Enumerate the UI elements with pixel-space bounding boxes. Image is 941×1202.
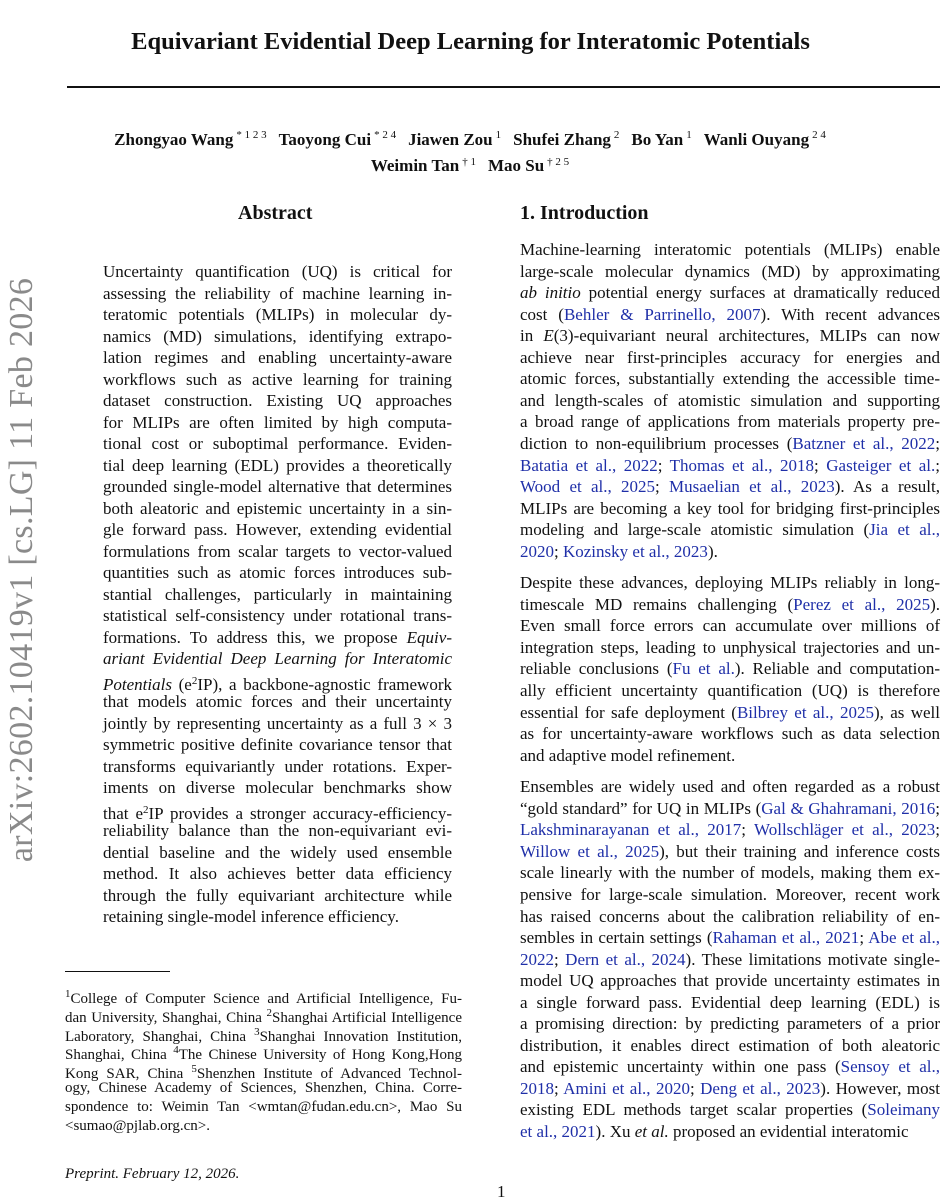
text-line (103, 347, 452, 369)
text-line (520, 927, 940, 949)
citation-link[interactable]: Behler & Parrinello, 2007 (563, 304, 761, 324)
text-span: The Chinese University of Hong Kong,Hong (178, 1047, 463, 1064)
text-span: ). (707, 541, 718, 561)
text-span: ), but their training and inference costs (659, 841, 940, 861)
text-span: existing EDL methods target scalar properties ( (520, 1100, 868, 1120)
text-span: 3 (254, 1025, 260, 1038)
text-line (103, 412, 452, 434)
text-span: IP provides a stronger accuracy-efficiency- (148, 803, 452, 823)
text-line (103, 390, 452, 412)
text-line (65, 1079, 462, 1098)
text-span: quantities such as atomic forces introduces sub- (103, 563, 452, 582)
text-span: ; (657, 455, 670, 475)
text-line (520, 325, 940, 347)
text-span: scale linearly with the number of models, making them ex- (520, 863, 940, 883)
text-span: assessing the reliability of machine learning in- (103, 283, 452, 303)
text-line (103, 519, 452, 541)
text-span: Equiv- (406, 627, 452, 647)
citation-link[interactable]: Gal & Ghahramani, 2016 (761, 798, 936, 818)
author-name: Jiawen Zou (408, 129, 493, 149)
text-span: ; (554, 1078, 564, 1098)
author-name: Mao Su (487, 156, 545, 176)
text-span: proposed an evidential interatomic (668, 1122, 909, 1141)
text-line (520, 261, 940, 283)
text-line (520, 519, 940, 541)
author-name: Bo Yan (631, 129, 684, 149)
text-span: modeling and large-scale atomistic simulation ( (520, 520, 870, 540)
text-span: in (520, 326, 544, 346)
text-span: dan University, Shanghai, China (65, 1009, 267, 1026)
text-line (103, 498, 452, 520)
citation-link[interactable]: Wollschläger et al., 2023 (754, 820, 936, 840)
text-line (520, 1035, 940, 1057)
author-name: Wanli Ouyang (703, 129, 810, 149)
text-span: timescale MD remains challenging ( (520, 594, 794, 614)
author (114, 130, 266, 149)
text-span: ; (935, 820, 940, 840)
citation-link[interactable]: Deng et al., 2023 (700, 1078, 821, 1098)
text-line (520, 841, 940, 863)
text-line (103, 691, 452, 713)
text-span: model UQ approaches that provide uncertainty estimates in (520, 971, 940, 991)
text-span: tional cost or suboptimal performance. Eviden- (103, 434, 452, 453)
text-span: MLIPs are becoming a key tool for bridging first-principles (520, 498, 940, 518)
text-span: a promising direction: by predicting parameters of a prior (520, 1014, 940, 1034)
text-span: retaining single-model inference efficiency. (103, 907, 399, 926)
text-span: ). As a result, (834, 477, 940, 497)
text-line (520, 776, 940, 798)
citation-link[interactable]: Fu et al. (672, 659, 735, 679)
text-span: a single forward pass. Evidential deep learning (EDL) is (520, 992, 940, 1012)
text-span: grounded single-model alternative that determines (103, 477, 452, 496)
text-span: jointly by representing uncertainty as a full 3 × 3 (103, 713, 452, 733)
abstract-heading: Abstract (238, 202, 313, 224)
text-span: 2 (266, 1006, 273, 1019)
text-line (103, 842, 452, 864)
text-span: ; (689, 1078, 701, 1098)
citation-link[interactable]: Gasteiger et al. (826, 455, 936, 475)
text-span: IP), a backbone-agnostic framework (197, 674, 452, 694)
text-line (520, 1013, 940, 1035)
text-span: achieve near first-principles accuracy for energies and (520, 347, 940, 367)
text-span: transforms equivariantly under rotations. Exper- (103, 756, 452, 776)
citation-link[interactable]: Abe et al., (868, 928, 940, 948)
text-span: “gold standard” for UQ in MLIPs ( (520, 798, 762, 818)
text-line (103, 562, 452, 584)
author-list (60, 124, 880, 177)
text-span: and adaptive model refinement. (520, 745, 736, 765)
text-line (103, 261, 452, 283)
citation-link[interactable]: 2022 (520, 949, 554, 969)
text-line (65, 1041, 463, 1064)
title-rule (67, 86, 940, 88)
text-span: ; (554, 541, 563, 561)
text-line (520, 615, 940, 637)
text-span: ; (814, 455, 827, 475)
preprint-note: Preprint. February 12, 2026. (65, 1166, 240, 1182)
text-span: symmetric positive definite covariance tensor that (103, 735, 452, 754)
author-affiliation-marks: 2 (613, 129, 620, 141)
text-span: as for uncertainty-aware workflows such as data selection (520, 724, 940, 744)
text-line (520, 658, 940, 680)
text-line (520, 541, 940, 563)
citation-link[interactable]: Willow et al., 2025 (520, 841, 660, 861)
text-line (103, 863, 452, 885)
text-line (520, 884, 940, 906)
citation-link[interactable]: Batzner et al., 2022 (792, 433, 936, 453)
text-line (103, 326, 452, 348)
text-span: diction to non-equilibrium processes ( (520, 433, 793, 453)
text-span: potential energy surfaces at dramatically reduced (580, 283, 940, 303)
text-line (520, 411, 940, 433)
text-span: reliability balance than the non-equivariant evi- (103, 821, 452, 840)
text-span: and length-scales of atomistic simulation and supporting (520, 390, 940, 410)
text-span: Shanghai Innovation Institution, (259, 1028, 463, 1045)
text-span: Machine-learning interatomic potentials (MLIPs) enable (520, 240, 940, 259)
footnote-rule (65, 971, 170, 972)
text-line (103, 820, 452, 842)
citation-link[interactable]: Dern et al., 2024 (565, 949, 686, 969)
citation-link[interactable]: Bilbrey et al., 2025 (736, 702, 874, 722)
text-line (520, 949, 940, 971)
author (408, 130, 501, 149)
text-line (520, 304, 940, 326)
text-line (520, 390, 940, 412)
text-line (520, 282, 940, 304)
text-line (520, 476, 940, 498)
text-span: 2 (191, 674, 198, 687)
text-span: stantial challenges, particularly in maintaining (103, 584, 452, 604)
text-line (103, 734, 452, 756)
citation-link[interactable]: Wood et al., 2025 (520, 477, 656, 497)
text-span: ariant Evidential Deep Learning for Interatomic (103, 649, 452, 668)
text-span: Shanghai Artificial Intelligence (272, 1009, 462, 1026)
text-span: that e (103, 803, 143, 823)
text-line (520, 1056, 940, 1078)
author (371, 156, 476, 175)
text-span: Even small force errors can accumulate over millions of (520, 616, 940, 636)
paper-title: Equivariant Evidential Deep Learning for Interatomic Potentials (131, 28, 810, 55)
text-line (520, 862, 940, 884)
text-span: 1 (65, 988, 71, 1000)
text-span: atomic forces, substantially extending the accessible time- (520, 369, 940, 389)
text-line (520, 745, 940, 767)
text-span: pensive for large-scale simulation. Moreover, recent work (520, 884, 940, 904)
text-span: ). Xu (595, 1122, 635, 1141)
text-span: and epistemic uncertainty within one pass ( (520, 1057, 841, 1077)
text-span: ). (930, 594, 940, 614)
citation-link[interactable]: Amini et al., 2020 (563, 1078, 690, 1098)
text-line (520, 680, 940, 702)
text-line (65, 985, 462, 1007)
author (513, 130, 619, 149)
text-line (103, 605, 452, 627)
author-name: Shufei Zhang (513, 129, 611, 149)
text-span: both aleatoric and epistemic uncertainty in a sin- (103, 498, 452, 518)
text-span: tial deep learning (EDL) provides a theoretically (103, 455, 452, 475)
text-span: ). With recent advances (760, 304, 941, 324)
text-line (520, 798, 940, 820)
text-span: reliable conclusions ( (520, 659, 673, 679)
citation-link[interactable]: Perez et al., 2025 (793, 594, 931, 614)
text-span: Potentials (103, 674, 172, 694)
author (488, 156, 569, 175)
author (704, 130, 826, 149)
text-span: E (543, 326, 554, 346)
text-line (103, 304, 452, 326)
text-line (520, 992, 940, 1014)
text-span: dataset construction. Existing UQ approaches (103, 391, 452, 410)
text-line (520, 1099, 940, 1121)
text-line (103, 455, 452, 477)
text-line (65, 1098, 462, 1117)
text-span: a broad range of applications from materials property pre- (520, 412, 940, 432)
text-span: ; (935, 455, 940, 475)
text-span: ). However, most (820, 1078, 940, 1098)
text-line (103, 369, 452, 391)
text-line (103, 476, 452, 498)
page-number: 1 (497, 1182, 506, 1201)
author (279, 130, 396, 149)
author-affiliation-marks: † 2 5 (547, 155, 570, 168)
text-span: that models atomic forces and their uncertainty (103, 692, 452, 711)
text-span: cost ( (520, 304, 564, 324)
text-span: spondence to: Weimin Tan <wmtan@fudan.edu.cn>, Mao Su (65, 1098, 462, 1115)
text-span: (e (171, 674, 192, 694)
text-line (520, 594, 940, 616)
text-span: gle forward pass. However, extending evidential (103, 520, 452, 539)
text-span: <sumao@pjlab.org.cn>. (65, 1117, 211, 1134)
text-span: ; (859, 928, 869, 948)
text-span: essential for safe deployment ( (520, 702, 737, 722)
citation-link[interactable]: Soleimany (867, 1100, 940, 1120)
text-line (520, 455, 940, 477)
text-span: dential baseline and the widely used ensemble (103, 842, 452, 862)
text-span: Shenzhen Institute of Advanced Technol- (196, 1066, 463, 1083)
text-line (520, 1121, 940, 1143)
text-line (520, 906, 940, 928)
author-affiliation-marks: † 1 (462, 155, 476, 168)
text-line (520, 347, 940, 369)
text-span: namics (MD) simulations, identifying extrapo- (103, 326, 452, 346)
text-span: large-scale molecular dynamics (MD) by approximating (520, 261, 940, 281)
author-affiliation-marks: * 2 4 (374, 129, 397, 141)
text-span: ; (935, 798, 940, 818)
citation-link[interactable]: Jia et al., (869, 520, 941, 540)
citation-link[interactable]: Thomas et al., 2018 (669, 455, 815, 475)
text-line (103, 670, 452, 692)
text-line (520, 970, 940, 992)
text-line (65, 1060, 463, 1083)
text-line (520, 368, 940, 390)
text-line (103, 541, 452, 563)
text-span: iments on diverse molecular benchmarks show (103, 778, 452, 797)
text-span: ). These limitations motivate single- (685, 949, 940, 969)
text-line (65, 1023, 463, 1045)
text-line (520, 702, 940, 724)
citation-link[interactable]: 2018 (520, 1078, 554, 1098)
citation-link[interactable]: Kozinsky et al., 2023 (562, 541, 708, 561)
text-span: workflows such as active learning for training (103, 369, 452, 389)
text-line (520, 239, 940, 261)
text-line (103, 713, 452, 735)
text-line (103, 627, 452, 649)
text-span: distribution, it enables direct estimation of both aleatoric (520, 1035, 940, 1055)
text-line (103, 885, 452, 907)
citation-link[interactable]: Sensoy et al., (840, 1057, 940, 1077)
text-span: et al. (634, 1122, 669, 1141)
author (631, 130, 691, 149)
text-span: Shanghai, China (65, 1047, 174, 1064)
text-span: Despite these advances, deploying MLIPs reliably in long- (520, 573, 940, 593)
text-line (65, 1117, 462, 1136)
text-span: Uncertainty quantification (UQ) is critical for (103, 262, 452, 281)
introduction-heading: 1. Introduction (520, 202, 649, 224)
citation-link[interactable]: et al., 2021 (520, 1122, 596, 1141)
author-name: Zhongyao Wang (114, 129, 234, 149)
citation-link[interactable]: 2020 (520, 541, 554, 561)
text-line (520, 572, 940, 594)
text-line (520, 498, 940, 520)
text-span: ), as well (874, 702, 941, 722)
text-span: method. It also achieves better data efficiency (103, 864, 452, 883)
text-line (103, 648, 452, 670)
text-span: for MLIPs are often limited by high computa- (103, 412, 452, 432)
text-line (103, 756, 452, 778)
text-span: 2 (143, 803, 149, 816)
text-line (520, 723, 940, 745)
text-line (520, 819, 940, 841)
text-span: 5 (191, 1063, 197, 1076)
text-span: ab initio (520, 283, 581, 303)
text-line (103, 584, 452, 606)
author-affiliation-marks: 1 (495, 129, 502, 141)
text-line (103, 799, 452, 821)
text-span: through the fully equivariant architecture while (103, 885, 452, 905)
text-line (520, 1078, 940, 1100)
text-span: College of Computer Science and Artificial Intelligence, Fu- (70, 991, 462, 1007)
author-affiliation-marks: * 1 2 3 (236, 129, 267, 141)
author-name: Weimin Tan (370, 156, 460, 176)
text-line (520, 637, 940, 659)
text-span: ). Reliable and computation- (734, 659, 940, 679)
text-span: 4 (173, 1044, 179, 1057)
author-affiliation-marks: 2 4 (812, 129, 826, 141)
text-span: Kong SAR, China (65, 1066, 192, 1083)
text-span: ; (935, 433, 940, 453)
citation-link[interactable]: Batatia et al., 2022 (520, 455, 658, 475)
citation-link[interactable]: Rahaman et al., 2021 (712, 928, 860, 948)
text-span: sembles in certain settings ( (520, 928, 713, 948)
text-line (103, 777, 452, 799)
text-line (103, 283, 452, 305)
text-line (65, 1004, 462, 1026)
text-span: ogy, Chinese Academy of Sciences, Shenzhen, China. Corre- (65, 1080, 462, 1096)
text-span: formations. To address this, we propose (103, 627, 407, 647)
arxiv-stamp: arXiv:2602.10419v1 [cs.LG] 11 Feb 2026 (3, 277, 40, 863)
text-span: statistical self-consistency under rotational trans- (103, 606, 452, 625)
author-affiliation-marks: 1 (686, 129, 692, 141)
text-span: lation regimes and enabling uncertainty-aware (103, 348, 452, 367)
text-span: ; (554, 949, 566, 969)
text-line (103, 906, 452, 928)
text-span: formulations from scalar targets to vector-valued (103, 541, 452, 561)
citation-link[interactable]: Musaelian et al., 2023 (669, 477, 835, 497)
text-span: Laboratory, Shanghai, China (65, 1028, 255, 1045)
author-name: Taoyong Cui (278, 129, 372, 149)
text-span: ; (655, 477, 670, 497)
text-span: integration steps, leading to unphysical trajectories and un- (520, 637, 940, 657)
citation-link[interactable]: Lakshminarayanan et al., 2017 (520, 820, 742, 840)
text-span: ; (741, 820, 755, 840)
text-line (103, 433, 452, 455)
text-span: (3)-equivariant neural architectures, MLIPs can now (553, 326, 940, 346)
text-span: Ensembles are widely used and often regarded as a robust (520, 777, 940, 797)
text-span: ally efficient uncertainty quantification (UQ) is therefore (520, 681, 940, 700)
text-span: teratomic potentials (MLIPs) in molecular dy- (103, 305, 452, 324)
text-span: has raised concerns about the calibration reliability of en- (520, 906, 940, 926)
text-line (520, 433, 940, 455)
